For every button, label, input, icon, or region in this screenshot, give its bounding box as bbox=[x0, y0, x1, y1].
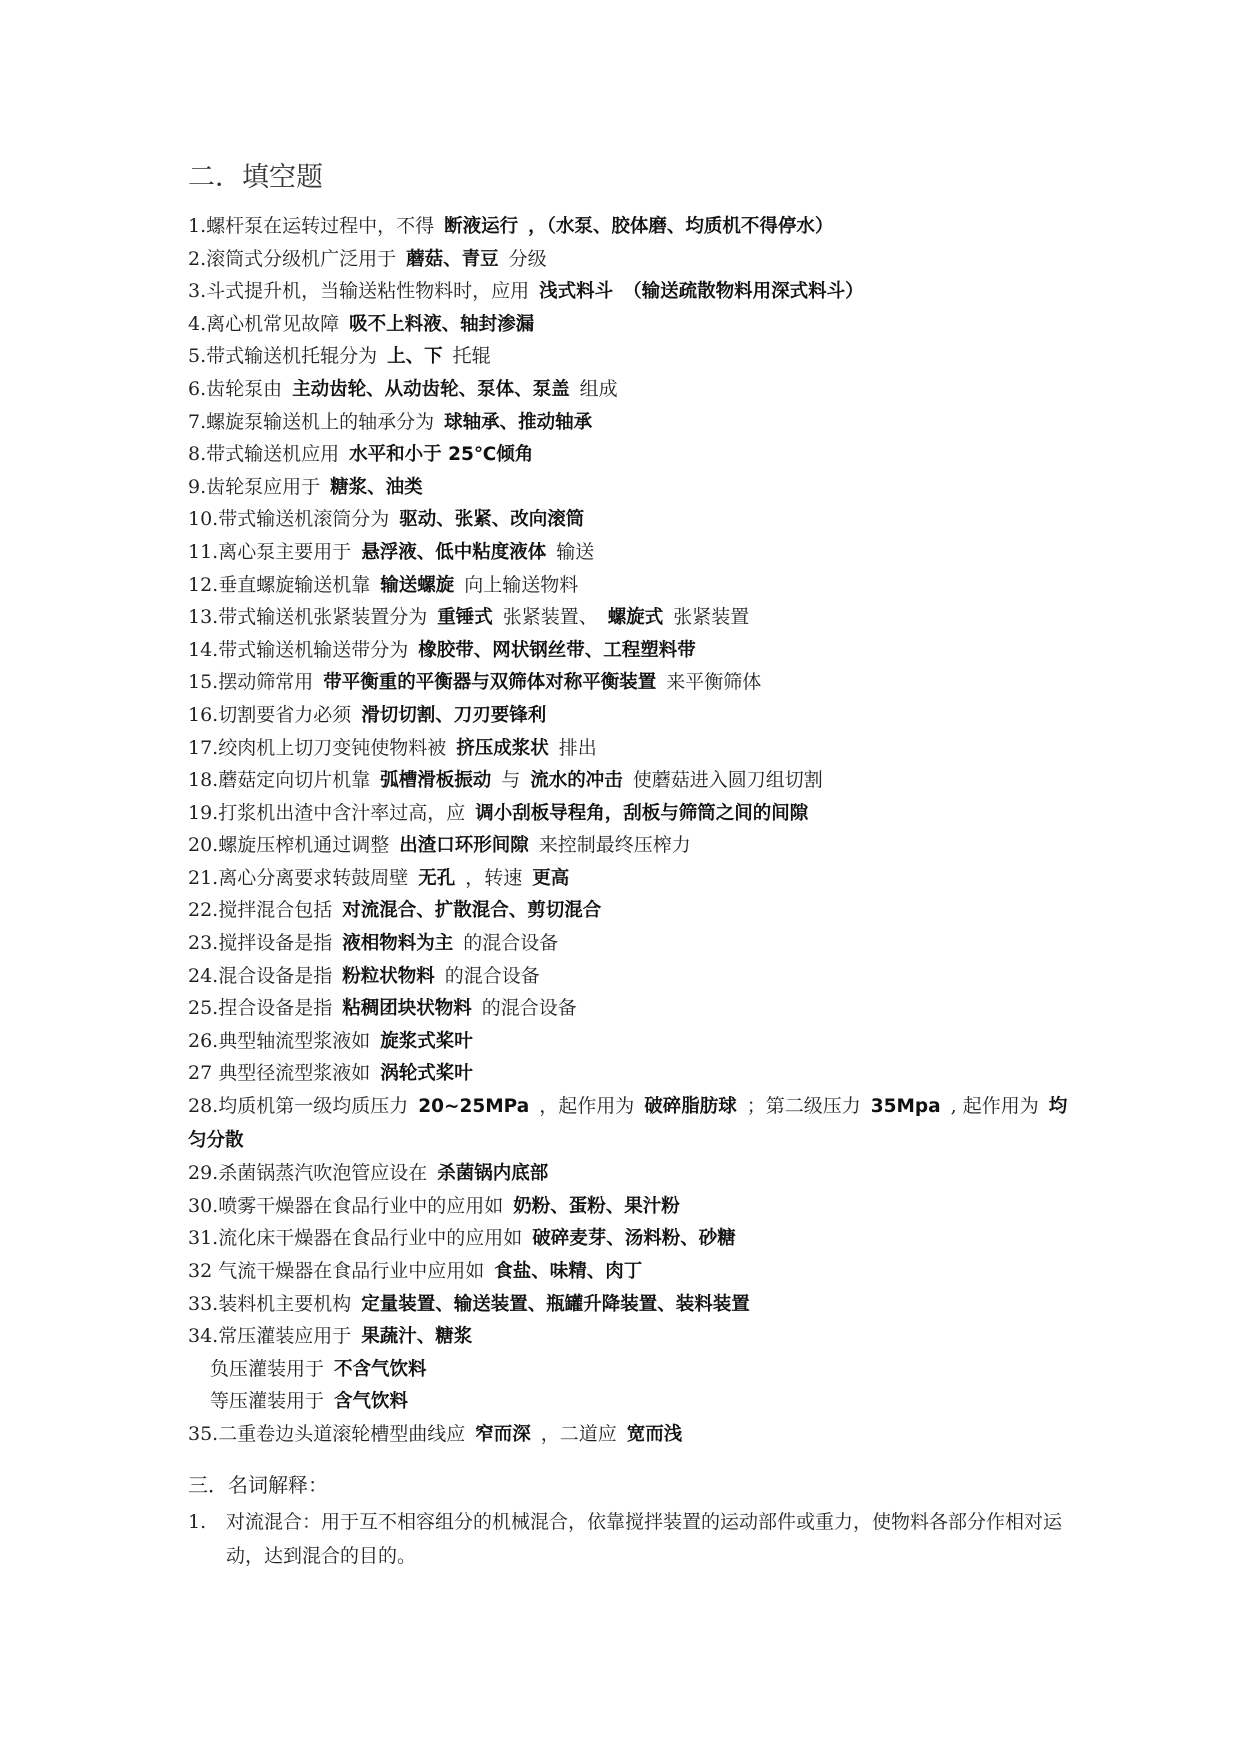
question-text: 流化床干燥器在食品行业中的应用如 bbox=[218, 1227, 523, 1250]
list-item bbox=[188, 210, 1068, 243]
answer-text: 水平和小于 25℃倾角 bbox=[349, 444, 534, 466]
answer-text: 橡胶带、网状钢丝带、工程塑料带 bbox=[418, 639, 696, 661]
answer-text: 20~25MPa bbox=[418, 1096, 530, 1118]
question-text: 气流干燥器在食品行业中应用如 bbox=[218, 1260, 485, 1282]
answer-text: 重锤式 bbox=[437, 607, 493, 629]
definition-text: 对流混合：用于互不相容组分的机械混合，依靠搅拌装置的运动部件或重力，使物料各部分作相对运动，达到混合的目的。 bbox=[226, 1510, 1063, 1567]
question-text: 绞肉机上切刀变钝使物料被 bbox=[218, 736, 447, 759]
question-text: 滚筒式分级机广泛用于 bbox=[206, 247, 397, 270]
question-text: 带式输送机张紧装置分为 bbox=[218, 606, 428, 629]
item-number: 9. bbox=[188, 475, 207, 498]
question-text: 输送 bbox=[556, 540, 595, 563]
item-number: 8. bbox=[188, 443, 207, 466]
question-text: 打浆机出渣中含汁率过高，应 bbox=[218, 801, 466, 824]
list-item bbox=[188, 927, 1068, 960]
list-item bbox=[188, 406, 1068, 439]
item-number: 33. bbox=[188, 1292, 219, 1315]
question-text: ，起作用为 bbox=[539, 1095, 635, 1118]
list-item bbox=[188, 1418, 1068, 1451]
answer-text: 奶粉、蛋粉、果汁粉 bbox=[513, 1195, 680, 1217]
answer-text: 不含气饮料 bbox=[334, 1358, 427, 1380]
list-item bbox=[188, 829, 1068, 862]
answer-text: 流水的冲击 bbox=[530, 770, 623, 792]
item-number: 21. bbox=[188, 866, 219, 889]
item-number: 18. bbox=[188, 769, 219, 792]
list-item bbox=[188, 634, 1068, 667]
question-text: 的混合设备 bbox=[444, 964, 540, 987]
item-number: 27 bbox=[188, 1062, 219, 1085]
list-item bbox=[188, 992, 1068, 1025]
question-text: 来平衡筛体 bbox=[666, 671, 762, 694]
list-item bbox=[188, 732, 1068, 765]
item-number: 29. bbox=[188, 1162, 219, 1185]
item-number: 13. bbox=[188, 606, 219, 629]
list-item bbox=[188, 797, 1068, 830]
list-item bbox=[188, 1255, 1068, 1288]
item-number: 16. bbox=[188, 703, 219, 726]
question-text: 常压灌装应用于 bbox=[218, 1325, 352, 1348]
question-text: 负压灌装用于 bbox=[210, 1357, 325, 1380]
list-item bbox=[188, 960, 1068, 993]
item-number: 31. bbox=[188, 1227, 219, 1250]
list-item bbox=[188, 1288, 1068, 1321]
item-number: 23. bbox=[188, 932, 219, 955]
list-item bbox=[188, 699, 1068, 732]
item-number: 32 bbox=[188, 1260, 219, 1282]
question-text: 均质机第一级均质压力 bbox=[218, 1095, 409, 1118]
definition-number: 1. bbox=[188, 1510, 207, 1533]
list-item bbox=[188, 569, 1068, 602]
question-text: 蘑菇定向切片机靠 bbox=[218, 769, 371, 792]
list-item bbox=[188, 536, 1068, 569]
item-number: 24. bbox=[188, 964, 219, 987]
answer-text: 35Mpa bbox=[870, 1096, 941, 1118]
answer-text: 螺旋式 bbox=[607, 607, 664, 629]
question-text: 离心泵主要用于 bbox=[218, 540, 352, 563]
item-number: 11. bbox=[188, 540, 219, 563]
question-text: 二重卷边头道滚轮槽型曲线应 bbox=[218, 1422, 466, 1445]
answer-text: ，（水泵、胶体磨、均质机不得停水） bbox=[528, 216, 834, 237]
answer-text: 滑切切割、刀刃要锋利 bbox=[361, 704, 547, 726]
question-text: 的混合设备 bbox=[481, 997, 577, 1020]
item-number: 28. bbox=[188, 1095, 219, 1118]
question-text: 分级 bbox=[508, 247, 547, 270]
list-item bbox=[188, 1190, 1068, 1223]
answer-text: 蘑菇、青豆 bbox=[406, 248, 499, 270]
item-number: 26. bbox=[188, 1029, 219, 1052]
question-text: 螺旋泵输送机上的轴承分为 bbox=[206, 410, 435, 433]
question-text: ，二道应 bbox=[540, 1422, 617, 1445]
question-text: 组成 bbox=[579, 377, 618, 400]
answer-text: 含气饮料 bbox=[334, 1391, 409, 1413]
list-item bbox=[188, 1353, 1068, 1386]
answer-text: 对流混合、扩散混合、剪切混合 bbox=[342, 900, 602, 922]
question-text: 捏合设备是指 bbox=[218, 997, 333, 1020]
answer-text: 主动齿轮、从动齿轮、泵体、泵盖 bbox=[292, 378, 570, 400]
answer-text: 调小刮板导程角，刮板与筛筒之间的间隙 bbox=[475, 802, 809, 824]
answer-text: 食盐、味精、肉丁 bbox=[494, 1261, 643, 1282]
list-item bbox=[188, 601, 1068, 634]
list-item bbox=[188, 438, 1068, 471]
question-text: 喷雾干燥器在食品行业中的应用如 bbox=[218, 1194, 504, 1217]
item-number: 17. bbox=[188, 736, 219, 759]
item-number: 22. bbox=[188, 899, 219, 922]
list-item bbox=[188, 1222, 1068, 1255]
answer-text: 定量装置、输送装置、瓶罐升降装置、装料装置 bbox=[361, 1293, 750, 1315]
fill-in-blank-list bbox=[188, 210, 1068, 1451]
list-item bbox=[188, 1090, 1068, 1157]
item-number: 15. bbox=[188, 671, 219, 694]
list-item bbox=[188, 1385, 1068, 1418]
item-number: 19. bbox=[188, 801, 219, 824]
answer-text: 窄而深 bbox=[475, 1423, 531, 1445]
question-text: 带式输送机输送带分为 bbox=[218, 638, 409, 661]
answer-text: 果蔬汁、糖浆 bbox=[361, 1326, 473, 1348]
answer-text: 破碎麦芽、汤料粉、砂糖 bbox=[532, 1228, 736, 1250]
section-heading-definitions: 三．名词解释： bbox=[188, 1472, 328, 1497]
list-item bbox=[188, 471, 1068, 504]
answer-text: 挤压成浆状 bbox=[456, 737, 549, 759]
list-item bbox=[188, 243, 1068, 276]
question-text: 离心分离要求转鼓周壁 bbox=[218, 866, 409, 889]
answer-text: 粘稠团块状物料 bbox=[342, 998, 472, 1020]
question-text: 螺旋压榨机通过调整 bbox=[218, 834, 390, 857]
answer-text: 浅式料斗 bbox=[539, 281, 614, 303]
question-text: 的混合设备 bbox=[463, 932, 559, 955]
answer-text: 糖浆、油类 bbox=[330, 476, 423, 498]
item-number: 5. bbox=[188, 345, 207, 368]
answer-text: 液相物料为主 bbox=[342, 933, 454, 955]
item-number: 35. bbox=[188, 1422, 219, 1445]
item-number: 34. bbox=[188, 1325, 219, 1348]
item-number: 1. bbox=[188, 215, 207, 237]
answer-text: 涡轮式桨叶 bbox=[380, 1063, 473, 1085]
list-item bbox=[188, 373, 1068, 406]
question-text: 与 bbox=[501, 769, 521, 792]
list-item bbox=[188, 1025, 1068, 1058]
answer-text: 出渣口环形间隙 bbox=[399, 835, 529, 857]
question-text: 齿轮泵应用于 bbox=[206, 475, 321, 498]
definition-item bbox=[188, 1505, 1068, 1573]
item-number: 14. bbox=[188, 638, 219, 661]
item-number: 20. bbox=[188, 834, 219, 857]
list-item bbox=[188, 1157, 1068, 1190]
item-number: 10. bbox=[188, 508, 219, 531]
answer-text: 均匀分散 bbox=[188, 1096, 1068, 1151]
answer-text: 输送螺旋 bbox=[380, 574, 455, 596]
answer-text: 断液运行 bbox=[444, 216, 519, 237]
answer-text: 旋浆式桨叶 bbox=[380, 1030, 473, 1052]
list-item bbox=[188, 862, 1068, 895]
answer-text: 粉粒状物料 bbox=[342, 965, 435, 987]
question-text: 等压灌装用于 bbox=[210, 1390, 325, 1413]
list-item bbox=[188, 894, 1068, 927]
question-text: 混合设备是指 bbox=[218, 964, 333, 987]
question-text: 搅拌设备是指 bbox=[218, 932, 333, 955]
item-number: 12. bbox=[188, 573, 219, 596]
question-text: 典型径流型浆液如 bbox=[218, 1062, 371, 1085]
section-heading-fill-in-blank: 二．填空题 bbox=[188, 162, 323, 193]
answer-text: 更高 bbox=[532, 867, 570, 889]
question-text: 托辊 bbox=[452, 345, 491, 368]
question-text: 螺杆泵在运转过程中，不得 bbox=[206, 215, 435, 237]
answer-text: 宽而浅 bbox=[626, 1423, 683, 1445]
list-item bbox=[188, 1320, 1068, 1353]
question-text: 斗式提升机，当输送粘性物料时，应用 bbox=[206, 280, 530, 303]
list-item bbox=[188, 764, 1068, 797]
question-text: 切割要省力必须 bbox=[218, 703, 352, 726]
question-text: 向上输送物料 bbox=[464, 573, 579, 596]
document-page bbox=[188, 158, 1068, 1573]
list-item bbox=[188, 308, 1068, 341]
item-number: 2. bbox=[188, 247, 207, 270]
answer-text: 上、下 bbox=[387, 346, 443, 368]
answer-text: 杀菌锅内底部 bbox=[437, 1163, 549, 1185]
item-number: 30. bbox=[188, 1194, 219, 1217]
answer-text: 吸不上料液、轴封渗漏 bbox=[349, 313, 535, 335]
list-item bbox=[188, 275, 1068, 308]
question-text: 垂直螺旋输送机靠 bbox=[218, 573, 371, 596]
list-item bbox=[188, 666, 1068, 699]
question-text: 张紧装置 bbox=[673, 606, 750, 629]
answer-text: 破碎脂肪球 bbox=[644, 1096, 737, 1118]
answer-text: 弧槽滑板振动 bbox=[380, 770, 492, 792]
answer-text: 球轴承、推动轴承 bbox=[444, 411, 593, 433]
question-text: 带式输送机滚筒分为 bbox=[218, 508, 390, 531]
question-text: ；第二级压力 bbox=[746, 1095, 861, 1118]
question-text: 排出 bbox=[558, 736, 597, 759]
question-text: , 起作用为 bbox=[950, 1095, 1039, 1118]
question-text: 离心机常见故障 bbox=[206, 312, 340, 335]
question-text: 典型轴流型浆液如 bbox=[218, 1029, 371, 1052]
question-text: 装料机主要机构 bbox=[218, 1292, 352, 1315]
question-text: 带式输送机应用 bbox=[206, 443, 340, 466]
question-text: 摆动筛常用 bbox=[218, 671, 314, 694]
list-item bbox=[188, 503, 1068, 536]
item-number: 4. bbox=[188, 312, 207, 335]
answer-text: 驱动、张紧、改向滚筒 bbox=[399, 509, 585, 531]
answer-text: 带平衡重的平衡器与双筛体对称平衡装置 bbox=[323, 672, 657, 694]
item-number: 6. bbox=[188, 377, 207, 400]
item-number: 3. bbox=[188, 280, 207, 303]
question-text: 齿轮泵由 bbox=[206, 377, 283, 400]
item-number: 7. bbox=[188, 410, 207, 433]
question-text: 搅拌混合包括 bbox=[218, 899, 333, 922]
question-text: ，转速 bbox=[465, 866, 523, 889]
question-text: 张紧装置、 bbox=[502, 606, 598, 629]
question-text: 带式输送机托辊分为 bbox=[206, 345, 378, 368]
question-text: 使蘑菇进入圆刀组切割 bbox=[632, 769, 823, 792]
question-text: 来控制最终压榨力 bbox=[538, 834, 691, 857]
definitions-list bbox=[188, 1505, 1068, 1573]
answer-text: （输送疏散物料用深式料斗） bbox=[623, 281, 864, 303]
list-item bbox=[188, 1057, 1068, 1090]
answer-text: 无孔 bbox=[418, 867, 456, 889]
item-number: 25. bbox=[188, 997, 219, 1020]
answer-text: 悬浮液、低中粘度液体 bbox=[361, 541, 547, 563]
list-item bbox=[188, 340, 1068, 373]
question-text: 杀菌锅蒸汽吹泡管应设在 bbox=[218, 1162, 428, 1185]
